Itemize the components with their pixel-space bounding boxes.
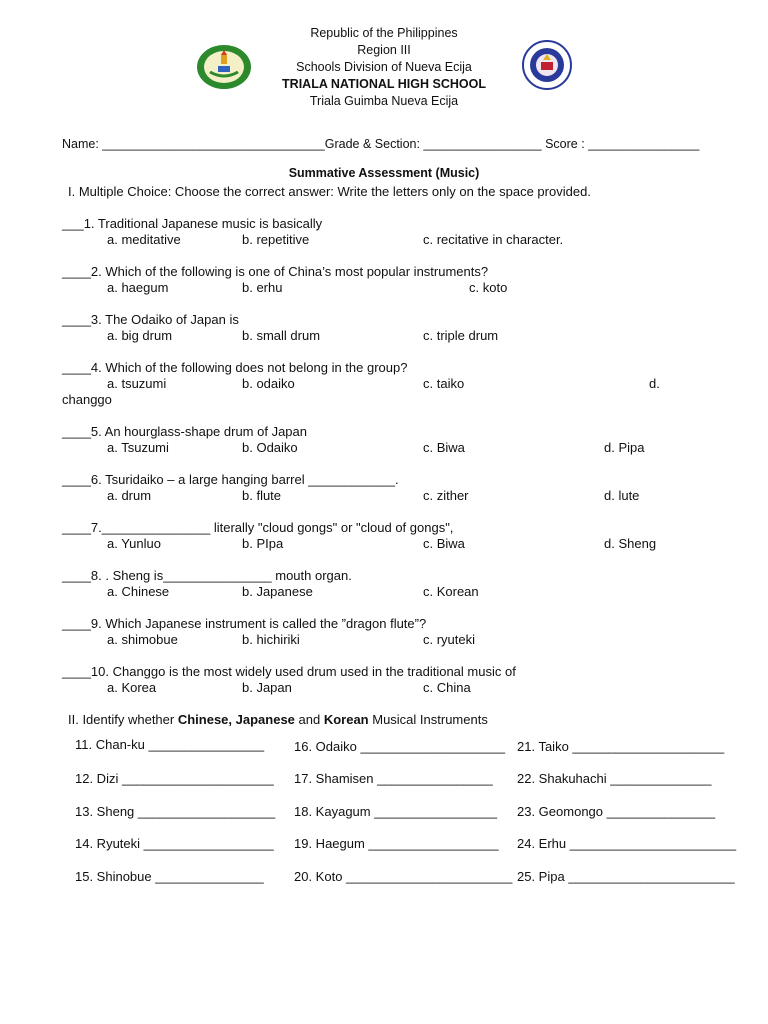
school-name: TRIALA NATIONAL HIGH SCHOOL [282,77,486,91]
identify-item-18: 18. Kayagum _________________ [294,804,498,819]
identify-item-11: 11. Chan-ku ________________ [75,737,265,752]
q9-option-b: b. hichiriki [242,632,300,647]
q8-option-c: c. Korean [423,584,479,599]
identify-item-19: 19. Haegum __________________ [294,836,499,851]
q9-option-a: a. shimobue [107,632,178,647]
identify-item-20: 20. Koto _______________________ [294,869,513,884]
school-address: Triala Guimba Nueva Ecija [309,94,459,108]
question-1: ___1. Traditional Japanese music is basically [62,216,323,231]
identify-item-12: 12. Dizi _____________________ [75,771,274,786]
part2-instruction-mid: and [294,712,324,727]
q4-option-a: a. tsuzumi [107,376,167,391]
question-8: ____8. . Sheng is_______________ mouth organ. [62,568,352,583]
part2-instruction [68,712,488,727]
q7-option-d: d. Sheng [604,536,657,551]
q6-option-c: c. zither [423,488,469,503]
part2-instruction-end: Musical Instruments [368,712,488,727]
q3-option-a: a. big drum [107,328,173,343]
q5-option-d: d. Pipa [604,440,645,455]
q2-option-a: a. haegum [107,280,169,295]
q3-option-b: b. small drum [242,328,321,343]
identify-item-22: 22. Shakuhachi ______________ [517,771,712,786]
q4-option-d: d. [649,376,660,391]
q4-option-d-wrap: changgo [62,392,112,407]
part2-word-chinese: Chinese, [177,712,233,727]
assessment-title: Summative Assessment (Music) [288,166,480,180]
q1-option-a: a. meditative [107,232,181,247]
question-4: ____4. Which of the following does not belong in the group? [62,360,408,375]
q6-option-a: a. drum [107,488,152,503]
identify-item-23: 23. Geomongo _______________ [517,804,716,819]
q4-option-c: c. taiko [423,376,465,391]
question-7: ____7._______________ literally "cloud gongs" or "cloud of gongs", [62,520,454,535]
question-9: ____9. Which Japanese instrument is called the ”dragon flute”? [62,616,427,631]
part2-instruction-start: II. Identify whether [68,712,178,727]
identify-item-17: 17. Shamisen ________________ [294,771,493,786]
header-line-division: Schools Division of Nueva Ecija [296,60,472,74]
q5-option-c: c. Biwa [423,440,465,455]
part2-word-korean: Korean [323,712,369,727]
q7-option-a: a. Yunluo [107,536,161,551]
question-5: ____5. An hourglass-shape drum of Japan [62,424,308,439]
question-3: ____3. The Odaiko of Japan is [62,312,239,327]
identify-item-24: 24. Erhu _______________________ [517,836,737,851]
question-6: ____6. Tsuridaiko – a large hanging barrel ____________. [62,472,399,487]
part2-word-japanese: Japanese [232,712,295,727]
q2-option-c: c. koto [469,280,508,295]
q5-option-a: a. Tsuzumi [107,440,169,455]
q1-option-b: b. repetitive [242,232,310,247]
q3-option-c: c. triple drum [423,328,499,343]
q6-option-d: d. lute [604,488,640,503]
q9-option-c: c. ryuteki [423,632,476,647]
q8-option-b: b. Japanese [242,584,313,599]
q8-option-a: a. Chinese [107,584,170,599]
q10-option-c: c. China [423,680,471,695]
question-2: ____2. Which of the following is one of China’s most popular instruments? [62,264,489,279]
header-line-region: Region III [357,43,411,57]
identify-item-21: 21. Taiko _____________________ [517,739,725,754]
header-line-republic: Republic of the Philippines [310,26,458,40]
part1-instruction: I. Multiple Choice: Choose the correct answer: Write the letters only on the space provided. [68,184,591,199]
q1-option-c: c. recitative in character. [423,232,564,247]
q2-option-b: b. erhu [242,280,283,295]
q10-option-a: a. Korea [107,680,157,695]
q7-option-c: c. Biwa [423,536,465,551]
q10-option-b: b. Japan [242,680,292,695]
q6-option-b: b. flute [242,488,282,503]
identify-item-16: 16. Odaiko ____________________ [294,739,506,754]
identify-item-13: 13. Sheng ___________________ [75,804,276,819]
identify-item-14: 14. Ryuteki __________________ [75,836,274,851]
q4-option-b: b. odaiko [242,376,295,391]
q7-option-b: b. PIpa [242,536,284,551]
identify-item-15: 15. Shinobue _______________ [75,869,264,884]
student-info-line: Name: ________________________________Grade & Section: _________________ Score : ________________ [62,137,700,151]
q5-option-b: b. Odaiko [242,440,298,455]
question-10: ____10. Changgo is the most widely used drum used in the traditional music of [62,664,516,679]
identify-item-25: 25. Pipa _______________________ [517,869,735,884]
